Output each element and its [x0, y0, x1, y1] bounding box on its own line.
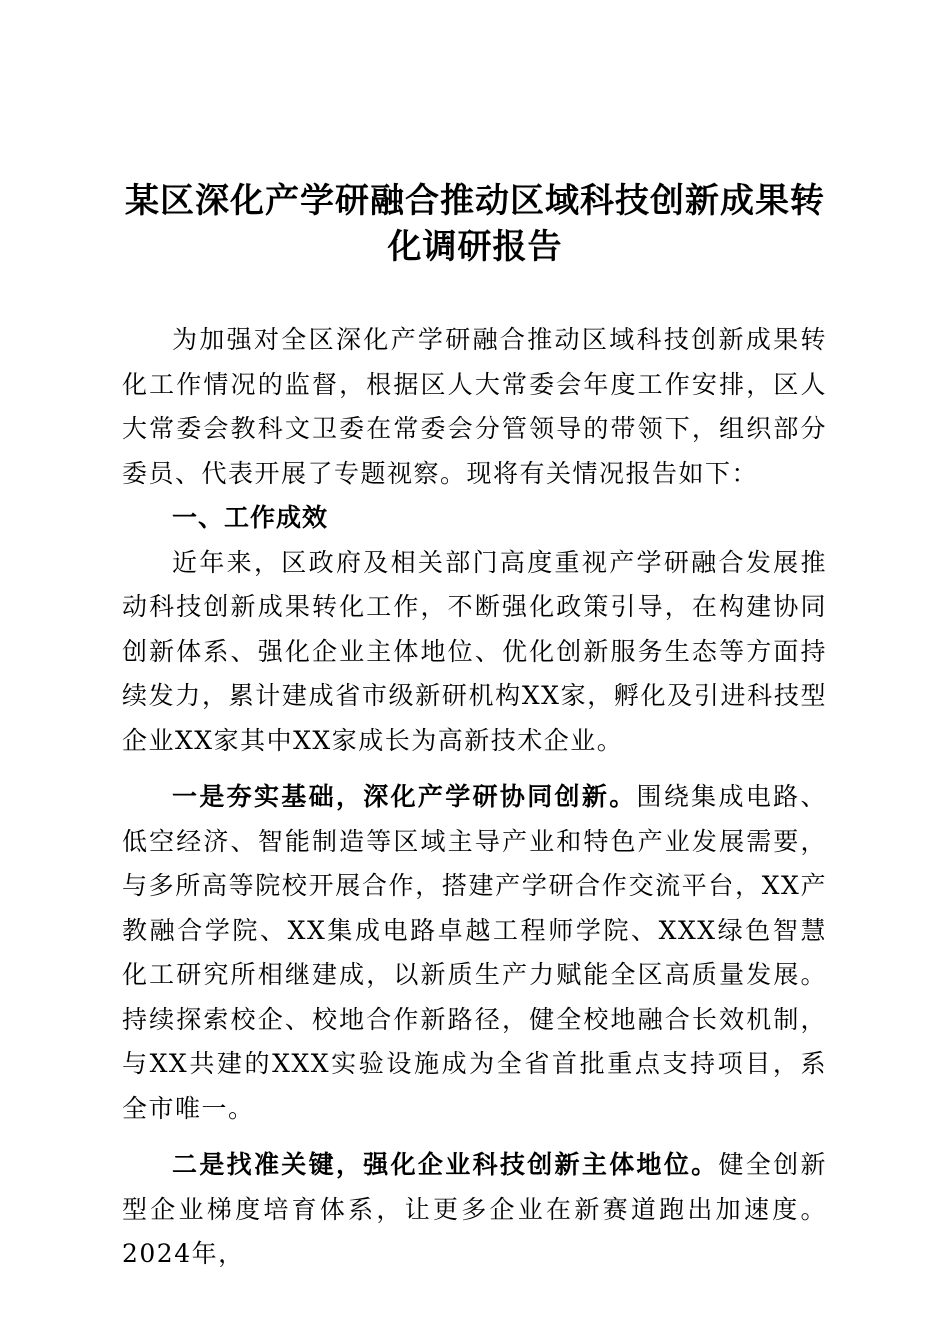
- document-body: [122, 318, 827, 1277]
- item-1-lead: 一是夯实基础，深化产学研协同创新。: [172, 782, 637, 811]
- item-2-lead: 二是找准关键，强化企业科技创新主体地位。: [172, 1150, 719, 1179]
- item-2-text: 健全创新型企业梯度培育体系，让更多企业在新赛道跑出加速度。2024年，: [122, 1150, 827, 1268]
- intro-paragraph: 为加强对全区深化产学研融合推动区域科技创新成果转化工作情况的监督，根据区人大常委会年度工作安排，区人大常委会教科文卫委在常委会分管领导的带领下，组织部分委员、代表开展了专题视察。现将有关情况报告如下：: [122, 325, 827, 488]
- section-paragraph-overview: 近年来，区政府及相关部门高度重视产学研融合发展推动科技创新成果转化工作，不断强化政策引导，在构建协同创新体系、强化企业主体地位、优化创新服务生态等方面持续发力，累计建成省市级新研机构XX家，孵化及引进科技型企业XX家其中XX家成长为高新技术企业。: [122, 547, 827, 755]
- document-title: 某区深化产学研融合推动区域科技创新成果转化调研报告: [125, 181, 825, 267]
- item-1-text: 围绕集成电路、低空经济、智能制造等区域主导产业和特色产业发展需要，与多所高等院校开展合作，搭建产学研合作交流平台，XX产教融合学院、XX集成电路卓越工程师学院、XXX绿色智慧化工研究所相继建成，以新质生产力赋能全区高质量发展。持续探索校企、校地合作新路径，健全校地融合长效机制，与XX共建的XXX实验设施成为全省首批重点支持项目，系全市唯一。: [122, 782, 827, 1123]
- item-paragraph-1: [122, 775, 827, 1131]
- item-paragraph-2: [122, 1143, 827, 1277]
- section-heading-work-results: 一、工作成效: [172, 503, 329, 532]
